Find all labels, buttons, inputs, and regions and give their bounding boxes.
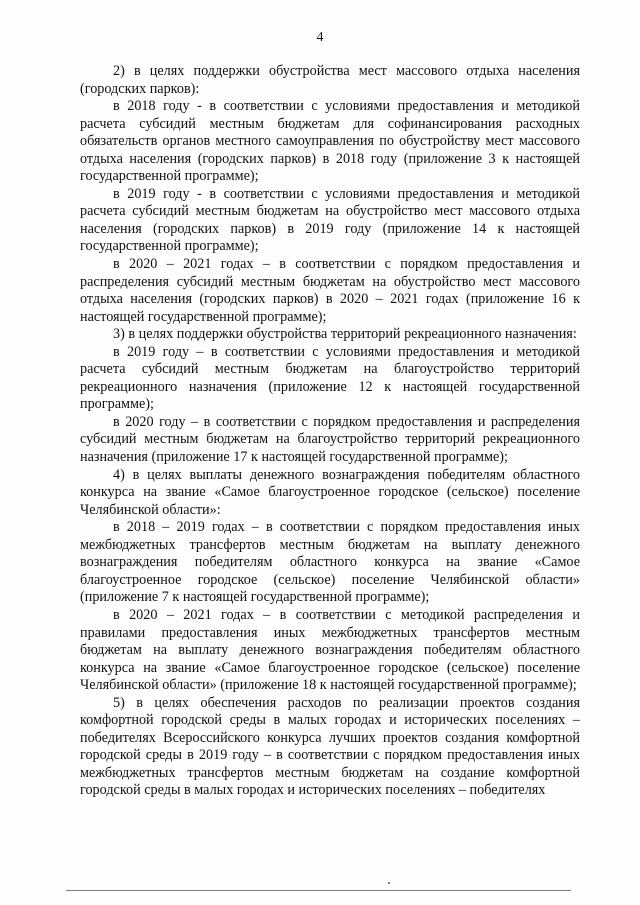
paragraph-2020-2021-award: в 2020 – 2021 годах – в соответствии с методикой распределения и правилами предоставления иных межбюджетных трансфертов местным бюджетам на выплату денежного вознаграждения победителям областного конкурса на звание «Самое благоустроенное городское (сельское) поселение Челябинской области» (приложение 18 к настоящей государственной программе); xyxy=(80,606,580,694)
bottom-rule xyxy=(66,890,571,891)
page-number: 4 xyxy=(316,30,324,45)
paragraph-2018-2019-award: в 2018 – 2019 годах – в соответствии с порядком предоставления иных межбюджетных трансфертов местным бюджетам на выплату денежного вознаграждения победителям областного конкурса на звание «Самое благоустроенное городское (сельское) поселение Челябинской области» (приложение 7 к настоящей государственной программе); xyxy=(80,519,580,606)
scan-speck xyxy=(388,882,390,884)
paragraph-2020-2021: в 2020 – 2021 годах – в соответствии с порядком предоставления и распределения субсидий местным бюджетам на обустройство мест массового отдыха населения (городских парков) в 2020 – 2021 годах (приложение 16 к настоящей государственной программе); xyxy=(80,256,580,325)
paragraph-2018: в 2018 году - в соответствии с условиями предоставления и методикой расчета субсидий местным бюджетам для софинансирования расходных обязательств органов местного самоуправления по обустройству мест массового отдыха населения (городских парков) в 2018 году (приложение 3 к настоящей государственной программе); xyxy=(80,98,580,185)
paragraph-2019-recreation: в 2019 году – в соответствии с условиями предоставления и методикой расчета субсидий местным бюджетам на благоустройство территорий рекреационного назначения (приложение 12 к настоящей государственной программе); xyxy=(80,343,580,413)
paragraph-2019: в 2019 году - в соответствии с условиями предоставления и методикой расчета субсидий местным бюджетам на обустройство мест массового отдыха населения (городских парков) в 2019 году (приложение 14 к настоящей государственной программе); xyxy=(80,185,580,255)
document-body xyxy=(80,63,580,800)
paragraph-item-5: 5) в целях обеспечения расходов по реализации проектов создания комфортной городской среды в малых городах и исторических поселениях – победителях Всероссийского конкурса лучших проектов создания комфортной городской среды в 2019 году – в соответствии с порядком предоставления иных межбюджетных трансфертов местным бюджетам на создание комфортной городской среды в малых городах и исторических поселениях – победителях xyxy=(80,694,580,799)
paragraph-2020-recreation: в 2020 году – в соответствии с порядком предоставления и распределения субсидий местным бюджетам на благоустройство территорий рекреационного назначения (приложение 17 к настоящей государственной программе); xyxy=(80,413,580,466)
paragraph-item-4: 4) в целях выплаты денежного вознаграждения победителям областного конкурса на звание «Самое благоустроенное городское (сельское) поселение Челябинской области»: xyxy=(80,466,580,518)
paragraph-item-2: 2) в целях поддержки обустройства мест массового отдыха населения (городских парков): xyxy=(80,63,580,97)
paragraph-item-3: 3) в целях поддержки обустройства территорий рекреационного назначения: xyxy=(113,326,577,343)
